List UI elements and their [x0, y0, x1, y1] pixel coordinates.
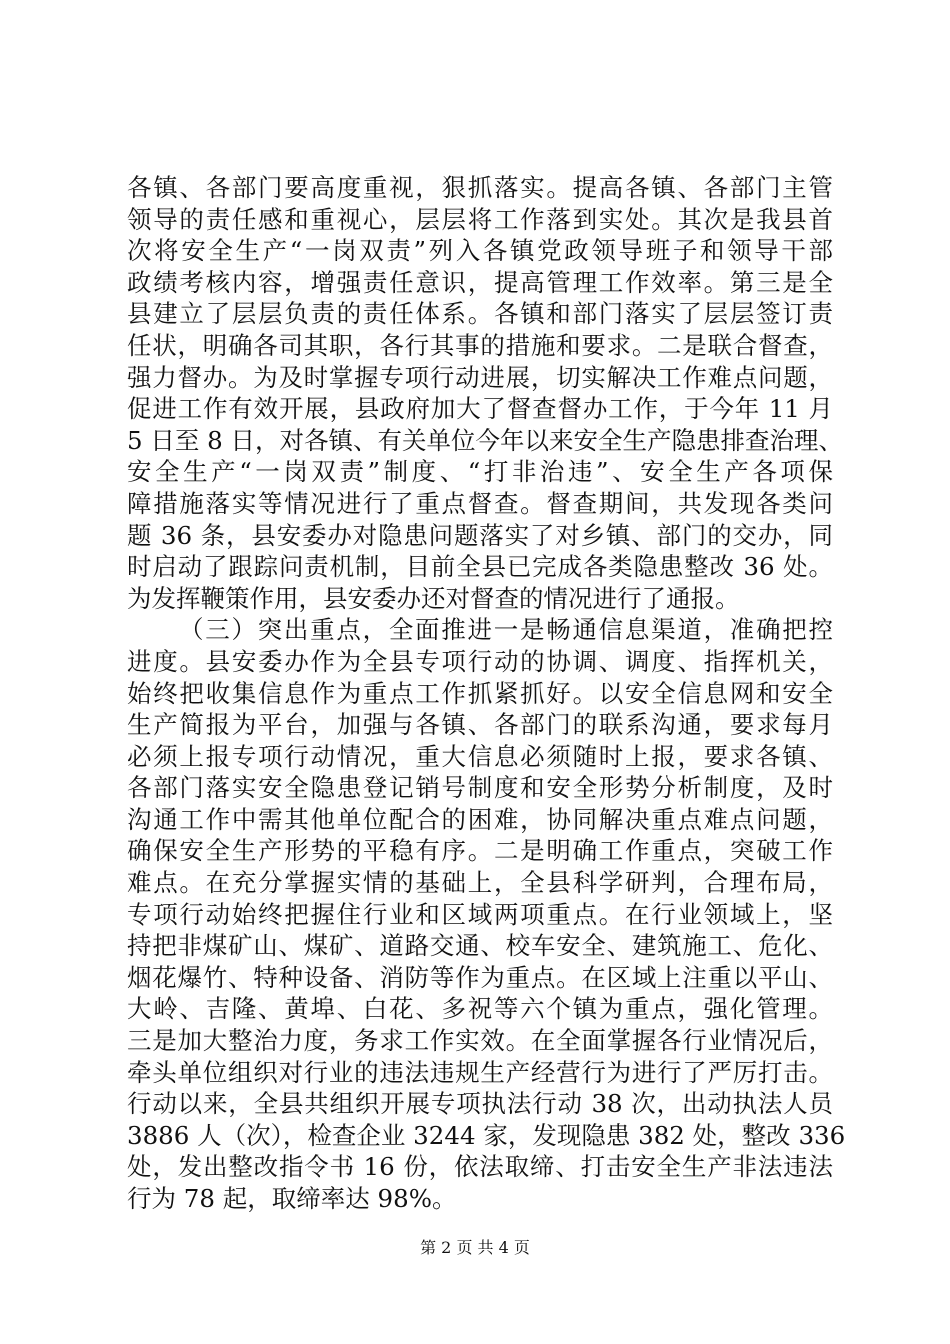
text-line: 为发挥鞭策作用，县安委办还对督查的情况进行了通报。 — [127, 583, 740, 613]
text-line: 政绩考核内容，增强责任意识，提高管理工作效率。第三是全 — [127, 267, 833, 297]
text-line: 安全生产“一岗双责”制度、“打非治违”、安全生产各项保 — [127, 457, 833, 487]
text-line: 沟通工作中需其他单位配合的困难，协同解决重点难点问题， — [127, 804, 833, 834]
text-line: 时启动了跟踪问责机制，目前全县已完成各类隐患整改 36 处。 — [127, 552, 833, 582]
text-line: 3886 人（次），检查企业 3244 家，发现隐患 382 处，整改 336 — [127, 1120, 846, 1150]
text-line: 县建立了层层负责的责任体系。各镇和部门落实了层层签订责 — [127, 299, 833, 329]
text-line: 持把非煤矿山、煤矿、道路交通、校车安全、建筑施工、危化、 — [127, 931, 833, 961]
text-line: 难点。在充分掌握实情的基础上，全县科学研判，合理布局， — [127, 868, 833, 898]
text-line: 强力督办。为及时掌握专项行动进展，切实解决工作难点问题， — [127, 362, 833, 392]
text-line: 行为 78 起，取缔率达 98%。 — [127, 1184, 457, 1213]
text-line: 始终把收集信息作为重点工作抓紧抓好。以安全信息网和安全 — [127, 678, 833, 708]
body-text — [127, 172, 846, 1215]
text-line: 烟花爆竹、特种设备、消防等作为重点。在区域上注重以平山、 — [127, 962, 833, 992]
text-line: 促进工作有效开展，县政府加大了督查督办工作，于今年 11 月 — [127, 394, 833, 424]
text-line: 进度。县安委办作为全县专项行动的协调、调度、指挥机关， — [127, 646, 833, 676]
text-line: 行动以来，全县共组织开展专项执法行动 38 次，出动执法人员 — [127, 1089, 833, 1119]
text-line: 次将安全生产“一岗双责”列入各镇党政领导班子和领导干部 — [127, 236, 833, 266]
text-line: 5 日至 8 日，对各镇、有关单位今年以来安全生产隐患排查治理、 — [127, 425, 844, 455]
text-line: 生产简报为平台，加强与各镇、各部门的联系沟通，要求每月 — [127, 710, 833, 740]
text-line: 牵头单位组织对行业的违法违规生产经营行为进行了严厉打击。 — [127, 1057, 833, 1087]
text-line: 三是加大整治力度，务求工作实效。在全面掌握各行业情况后， — [127, 1026, 833, 1056]
text-line: 任状，明确各司其职，各行其事的措施和要求。二是联合督查， — [127, 330, 833, 360]
text-line: 必须上报专项行动情况，重大信息必须随时上报，要求各镇、 — [127, 741, 833, 771]
text-line: 确保安全生产形势的平稳有序。二是明确工作重点，突破工作 — [127, 836, 833, 866]
text-line: 专项行动始终把握住行业和区域两项重点。在行业领域上，坚 — [127, 899, 833, 929]
text-line: 障措施落实等情况进行了重点督查。督查期间，共发现各类问 — [127, 488, 833, 518]
text-line: 各部门落实安全隐患登记销号制度和安全形势分析制度，及时 — [127, 773, 833, 803]
text-line: 题 36 条，县安委办对隐患问题落实了对乡镇、部门的交办，同 — [127, 520, 833, 550]
section-heading-line: （三）突出重点，全面推进一是畅通信息渠道，准确把控 — [179, 615, 833, 645]
page-number-footer: 第 2 页 共 4 页 — [420, 1238, 530, 1257]
text-line: 各镇、各部门要高度重视，狠抓落实。提高各镇、各部门主管 — [127, 173, 833, 202]
text-line: 处，发出整改指令书 16 份，依法取缔、打击安全生产非法违法 — [127, 1152, 833, 1182]
text-line: 大岭、吉隆、黄埠、白花、多祝等六个镇为重点，强化管理。 — [127, 994, 833, 1024]
text-line: 领导的责任感和重视心，层层将工作落到实处。其次是我县首 — [127, 204, 833, 234]
